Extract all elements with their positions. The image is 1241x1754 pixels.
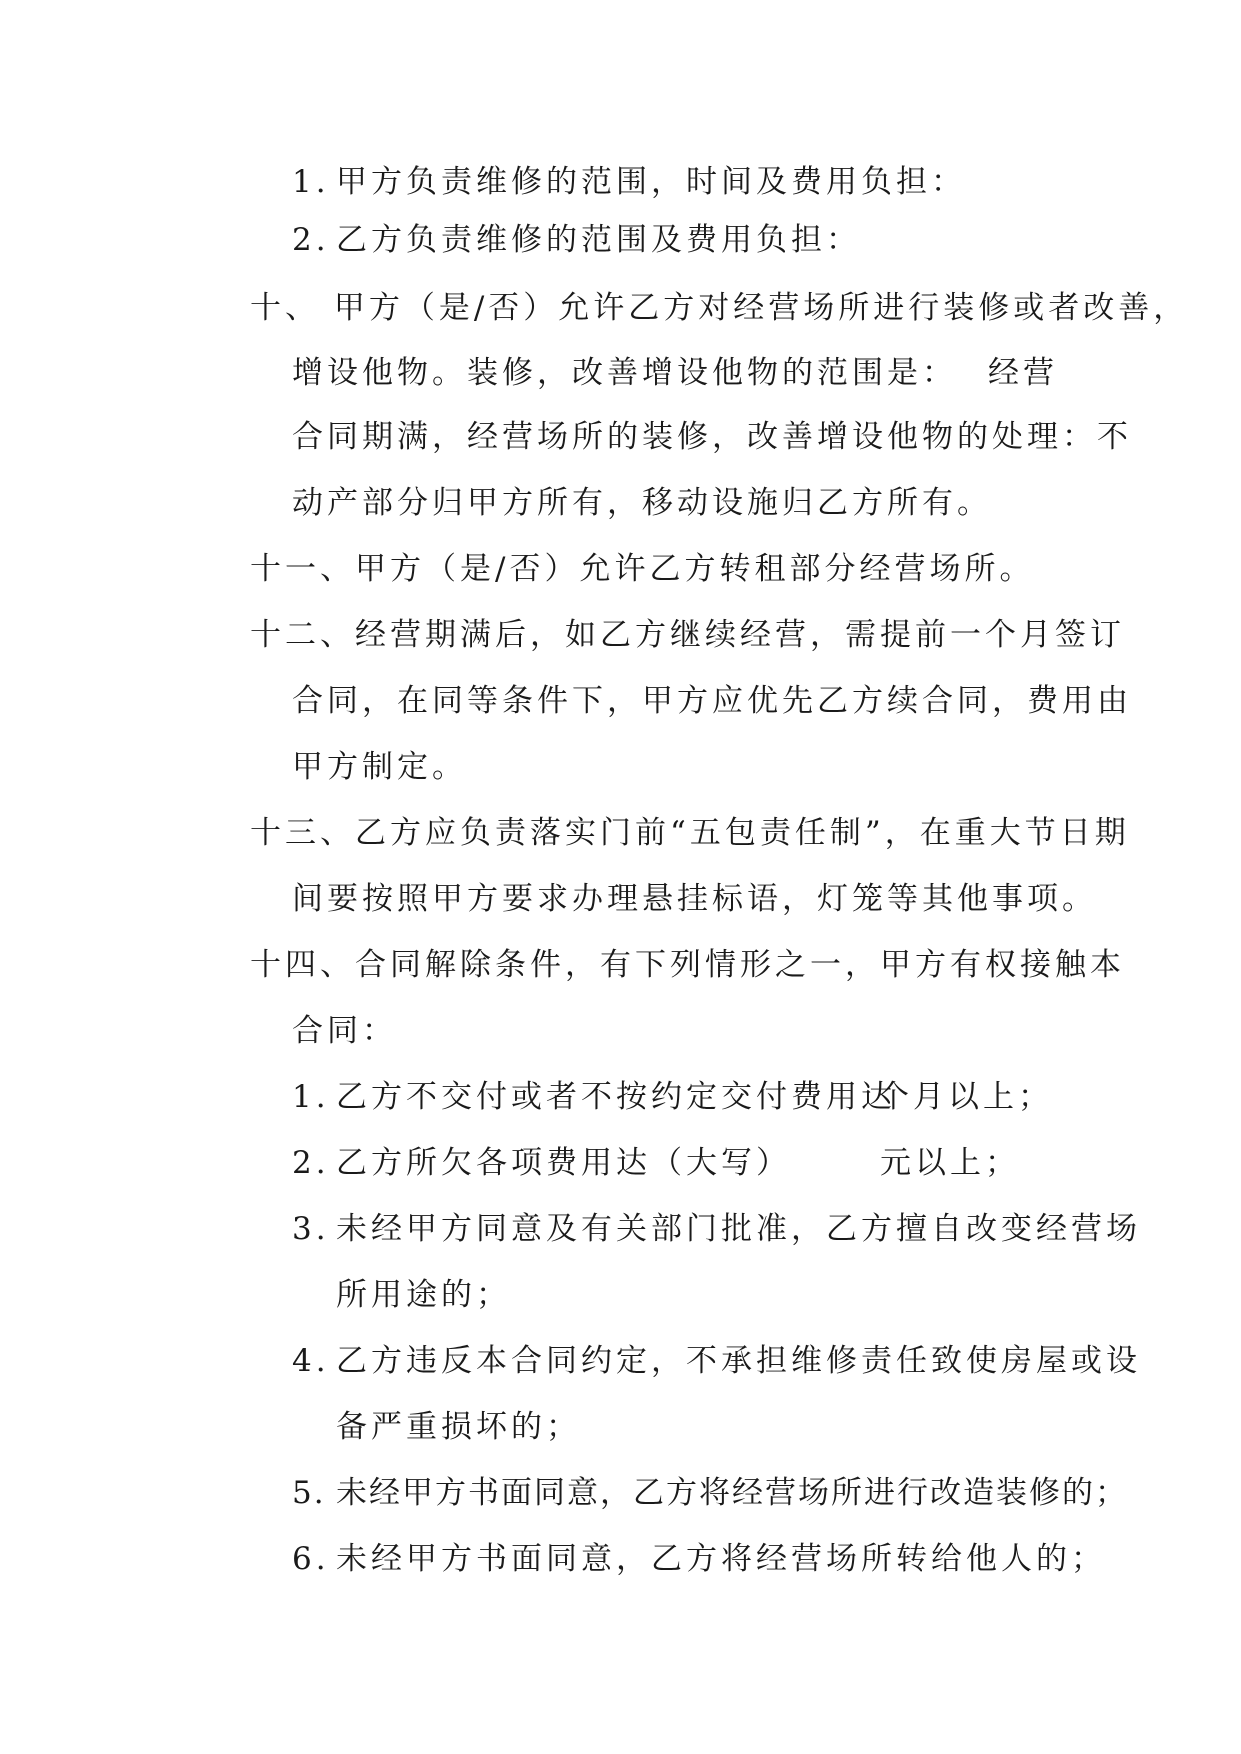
list-number: 4. — [292, 1343, 330, 1379]
article-text: 间要按照甲方要求办理悬挂标语，灯笼等其他事项。 — [292, 881, 1097, 917]
article-text: 乙方应负责落实门前“五包责任制”，在重大节日期 — [355, 815, 1130, 851]
list-text: 备严重损坏的； — [336, 1409, 581, 1445]
article-text: 甲方制定。 — [292, 749, 467, 785]
article-continuation — [292, 471, 1058, 535]
article-14 — [250, 933, 1125, 997]
list-text: 所用途的； — [336, 1277, 511, 1313]
list-text: 未经甲方同意及有关部门批准，乙方擅自改变经营场 — [336, 1211, 1141, 1247]
article-13 — [250, 801, 1130, 865]
article-heading: 十四、 — [250, 947, 355, 983]
list-number: 1. — [292, 1079, 330, 1115]
article-text: 经营 — [988, 355, 1058, 391]
list-item — [292, 1197, 1141, 1261]
article-continuation — [292, 735, 1058, 799]
list-number: 5. — [292, 1475, 326, 1511]
list-item — [292, 1065, 1058, 1129]
list-item — [292, 150, 1058, 214]
article-text: 合同期满，经营场所的装修，改善增设他物的处理：不 — [292, 419, 1132, 455]
list-item-continuation — [336, 1395, 1058, 1459]
list-item-continuation — [336, 1263, 1058, 1327]
article-continuation — [292, 999, 1058, 1063]
article-continuation — [292, 669, 1132, 733]
article-text: 经营期满后，如乙方继续经营，需提前一个月签订 — [355, 617, 1125, 653]
article-heading: 十一、 — [250, 551, 355, 587]
list-item — [292, 208, 1058, 272]
article-text: 动产部分归甲方所有，移动设施归乙方所有。 — [292, 485, 992, 521]
article-text: 合同，在同等条件下，甲方应优先乙方续合同，费用由 — [292, 683, 1132, 719]
list-item — [292, 1131, 1058, 1195]
article-text: 增设他物。装修，改善增设他物的范围是： — [292, 355, 957, 391]
list-text: 元以上； — [880, 1145, 1020, 1181]
article-heading: 十三、 — [250, 815, 355, 851]
list-number: 2. — [292, 1145, 330, 1181]
article-continuation — [292, 405, 1132, 469]
article-10 — [250, 276, 1189, 340]
article-11 — [250, 537, 1058, 601]
list-item — [292, 1461, 1128, 1525]
list-item — [292, 1527, 1106, 1591]
list-number: 6. — [292, 1541, 330, 1577]
list-text: 乙方负责维修的范围及费用负担： — [336, 222, 861, 258]
article-continuation — [292, 867, 1097, 931]
list-text: 未经甲方书面同意，乙方将经营场所进行改造装修的； — [336, 1475, 1128, 1511]
list-text: 未经甲方书面同意，乙方将经营场所转给他人的； — [336, 1541, 1106, 1577]
article-12 — [250, 603, 1125, 667]
article-text: 甲方（是/否）允许乙方转租部分经营场所。 — [355, 551, 1035, 587]
list-text: 甲方负责维修的范围，时间及费用负担： — [336, 164, 966, 200]
article-continuation — [292, 341, 1058, 405]
list-item — [292, 1329, 1141, 1393]
article-text: 合同： — [292, 1013, 397, 1049]
article-text: 合同解除条件，有下列情形之一，甲方有权接触本 — [355, 947, 1125, 983]
list-text: 乙方不交付或者不按约定交付费用达 — [336, 1079, 896, 1115]
article-heading: 十二、 — [250, 617, 355, 653]
list-text: 乙方违反本合同约定，不承担维修责任致使房屋或设 — [336, 1343, 1141, 1379]
list-number: 3. — [292, 1211, 330, 1247]
list-number: 2. — [292, 222, 330, 258]
list-text: 个月以上； — [878, 1079, 1053, 1115]
list-text: 乙方所欠各项费用达（大写） — [336, 1145, 791, 1181]
article-text: 十、 甲方（是/否）允许乙方对经营场所进行装修或者改善， — [250, 290, 1189, 326]
list-number: 1. — [292, 164, 330, 200]
